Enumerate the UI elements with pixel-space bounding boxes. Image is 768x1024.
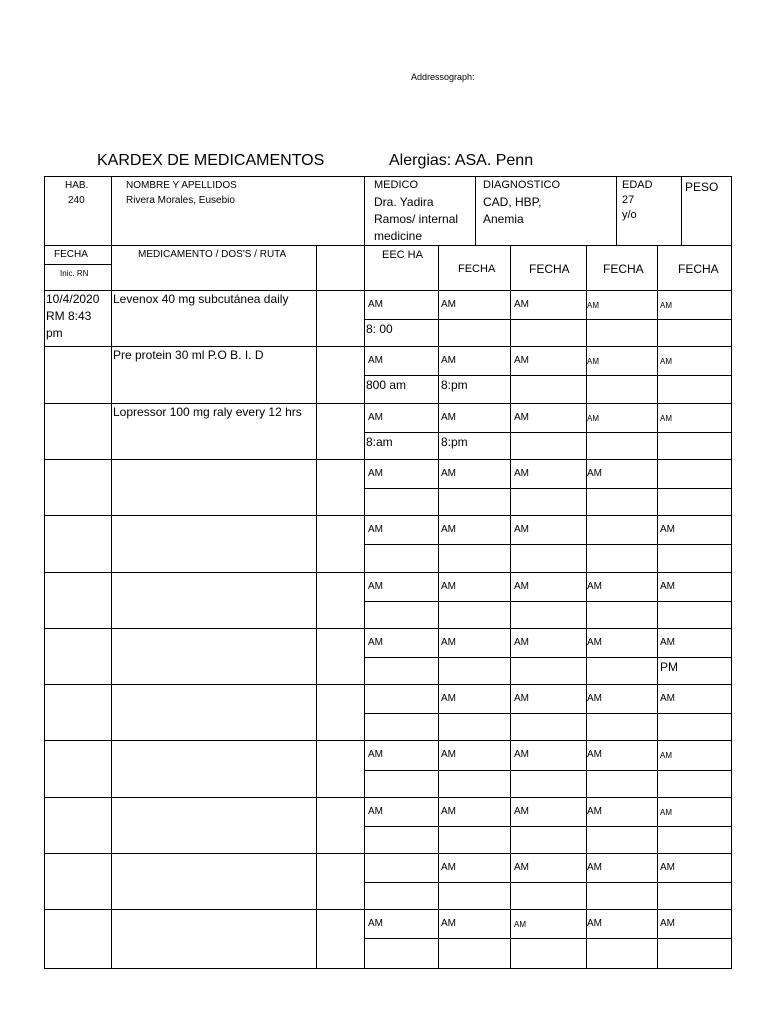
row-divider [44,515,731,516]
row-am-mark: AM [660,636,675,648]
fecha-col-2: FECHA [529,262,570,276]
fecha-col-label: FECHA [54,249,88,260]
row-am-mark: AM [660,357,672,367]
medico-value-3: medicine [374,229,423,243]
medico-value-2: Ramos/ internal [374,212,459,226]
row-am-mark: AM [514,920,526,930]
row-am-mark: AM [441,355,456,367]
row-am-mark: AM [368,918,383,930]
diagnostico-value-1: CAD, HBP, [483,195,542,209]
diagnostico-value-2: Anemia [483,212,524,226]
row-am-mark: AM [441,411,456,423]
row-am-mark: AM [441,299,456,310]
row-am-mark: AM [368,580,383,592]
addressograph-label: Addressograph: [411,72,475,82]
body-col-divider [111,245,112,968]
table-border-bottom [44,968,732,969]
row-sub-divider [364,657,731,658]
row-am-mark: AM [660,751,672,761]
edad-label: EDAD [622,179,653,191]
row-sub-divider [364,826,731,827]
row-am-mark: AM [441,524,456,536]
row-sub-divider [364,882,731,883]
body-col-divider [364,245,365,968]
row-am-mark: AM [368,805,383,817]
row-time-a: 8:am [366,434,393,449]
row-am-mark: AM [660,807,672,817]
row-sub-divider [364,488,731,489]
row-divider [44,853,731,854]
row-am-mark: AM [587,749,602,761]
row-am-mark: AM [514,355,529,367]
fecha-col-3: FECHA [603,262,644,276]
header-divider [44,245,731,246]
row-time-b: 8:pm [441,378,468,393]
row-medication: Lopressor 100 mg raly every 12 hrs [113,404,302,419]
row-am-mark: AM [587,862,602,873]
body-col-divider [510,245,511,968]
row-am-mark: AM [368,749,383,761]
nombre-label: NOMBRE Y APELLIDOS [126,180,237,191]
row-am-mark: AM [441,862,456,873]
row-divider [44,740,731,741]
row-sub-divider [364,432,731,433]
row-am-mark: AM [587,413,599,423]
row-am-mark: AM [660,301,672,310]
row-am-mark: AM [660,693,675,705]
fecha-col-1: FECHA [458,263,496,275]
row-time-b: 8:pm [441,434,468,449]
medico-value-1: Dra. Yadira [374,195,434,209]
row-divider [44,797,731,798]
row-sub-divider [364,601,731,602]
nombre-value: Rivera Morales, Eusebio [126,195,235,206]
header-col-divider [681,176,682,245]
row-am-mark: AM [514,580,529,592]
row-am-mark: AM [514,411,529,423]
row-am-mark: AM [441,636,456,648]
row-divider [44,628,731,629]
header-col-divider [111,176,112,245]
row-am-mark: AM [660,918,675,930]
row-divider [44,572,731,573]
row-time-a: 8: 00 [366,322,393,336]
row-am-mark: AM [514,693,529,705]
row-am-mark: AM [660,580,675,592]
header-col-divider [616,176,617,245]
row-date-line-2: RM 8:43 [46,309,92,323]
row-extra-mark: PM [660,659,678,674]
edad-value-1: 27 [622,194,635,206]
row-divider [44,346,731,347]
row-am-mark: AM [587,357,599,367]
row-time-a: 800 am [366,378,407,393]
medico-label: MEDICO [374,179,418,191]
row-divider [44,684,731,685]
row-am-mark: AM [587,467,602,479]
hab-value: 240 [68,195,85,206]
row-sub-divider [364,319,731,320]
row-sub-divider [364,375,731,376]
row-am-mark: AM [368,524,383,536]
row-date-line-1: 10/4/2020 [46,292,100,306]
row-divider [44,459,731,460]
row-am-mark: AM [514,862,529,873]
row-sub-divider [364,544,731,545]
allergies-label: Alergias: ASA. Penn [389,152,534,169]
row-am-mark: AM [441,749,456,761]
row-am-mark: AM [441,693,456,705]
row-medication: Levenox 40 mg subcutánea daily [113,292,289,306]
fecha-inic-divider [44,264,111,265]
table-border-top [44,176,732,177]
medicamento-col-label: MEDICAMENTO / DOS'S / RUTA [138,249,287,260]
row-am-mark: AM [368,636,383,648]
row-am-mark: AM [587,301,599,310]
row-am-mark: AM [441,918,456,930]
body-col-divider [657,245,658,968]
diagnostico-label: DIAGNOSTICO [483,179,561,191]
header-col-divider [475,176,476,245]
edad-value-2: y/o [622,209,637,221]
inic-rn-label: Inic. RN [60,269,89,278]
row-sub-divider [364,713,731,714]
row-am-mark: AM [441,580,456,592]
row-am-mark: AM [587,580,602,592]
header-col-divider [364,176,365,245]
row-sub-divider [364,770,731,771]
row-am-mark: AM [514,636,529,648]
column-header-divider [44,290,731,291]
row-am-mark: AM [368,299,383,310]
page-title: KARDEX DE MEDICAMENTOS [97,152,325,169]
row-am-mark: AM [514,805,529,817]
fecha-col-4: FECHA [678,262,719,276]
row-am-mark: AM [660,413,672,423]
peso-label: PESO [685,180,719,194]
row-am-mark: AM [441,805,456,817]
row-am-mark: AM [660,524,675,536]
row-date-line-3: pm [46,326,63,340]
row-am-mark: AM [514,467,529,479]
eec-ha-label: EEC HA [382,249,423,261]
row-am-mark: AM [587,918,602,930]
row-am-mark: AM [441,467,456,479]
row-am-mark: AM [660,862,675,873]
row-am-mark: AM [587,636,602,648]
row-am-mark: AM [587,805,602,817]
table-border-right [731,176,732,968]
row-am-mark: AM [368,467,383,479]
row-am-mark: AM [514,299,529,310]
row-sub-divider [364,938,731,939]
row-am-mark: AM [514,524,529,536]
row-medication: Pre protein 30 ml P.O B. I. D [113,348,264,363]
row-divider [44,909,731,910]
row-am-mark: AM [368,411,383,423]
row-am-mark: AM [368,355,383,367]
row-am-mark: AM [587,693,602,705]
hab-label: HAB. [65,180,89,191]
body-col-divider [438,245,439,968]
body-col-divider [316,245,317,968]
row-divider [44,403,731,404]
row-am-mark: AM [514,749,529,761]
body-col-divider [586,245,587,968]
